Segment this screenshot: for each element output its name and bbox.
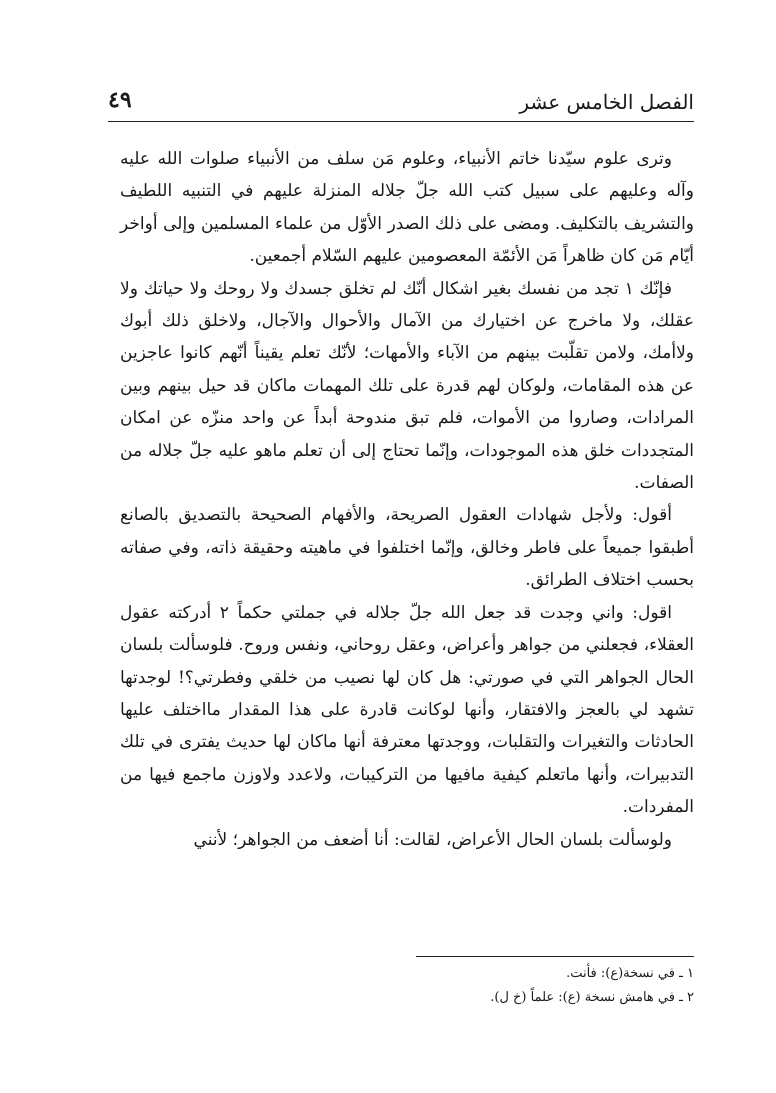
main-text xyxy=(120,143,694,856)
header-divider xyxy=(108,121,694,122)
paragraph: وترى علوم سيّدنا خاتم الأنبياء، وعلوم مَن سلف من الأنبياء صلوات الله عليه وآله وعليهم على سبيل كتب الله جلّ جلاله المنزلة عليهم في التنبيه اللطيف والتشريف بالتكليف. ومضى على ذلك الصدر الأوّل من علماء المسلمين وإلى أواخر أيّام مَن كان ظاهراً مَن الأئمّة المعصومين عليهم السّلام أجمعين. xyxy=(120,149,694,267)
footnote: ١ ـ في نسخة(ع): فأنت. xyxy=(566,966,694,981)
paragraph: أقول: ولأجل شهادات العقول الصريحة، والأفهام الصحيحة بالتصديق بالصانع أطبقوا جميعاً على فاطر وخالق، وإنّما اختلفوا في ماهيته وحقيقة ذاته، وفي صفاته بحسب اختلاف الطرائق. xyxy=(120,505,694,591)
chapter-title: الفصل الخامس عشر xyxy=(519,90,694,114)
paragraph: فإنّك ١ تجد من نفسك بغير اشكال أنّك لم تخلق جسدك ولا روحك ولا حياتك ولا عقلك، ولا ماخرج عن اختيارك من الآمال والأحوال والآجال، ولاخلق ذلك أبوك ولاأمك، ولامن تقلّبت بينهم من الآباء والأمهات؛ لأنّك تعلم يقيناً أنّهم كانوا عاجزين عن هذه المقامات، ولوكان لهم قدرة على تلك المهمات ماكان قد حيل بينهم وبين المرادات، وصاروا من الأموات، فلم تبق مندوحة أبداً عن واحد منزّه عن امكان المتجددات خلق هذه الموجودات، وإنّما تحتاج إلى أن تعلم ماهو عليه جلّ جلاله من الصفات. xyxy=(120,278,694,494)
footnotes xyxy=(300,962,694,1010)
page-number: ٤٩ xyxy=(108,87,132,113)
footnote-divider xyxy=(416,956,694,957)
paragraph: اقول: واني وجدت قد جعل الله جلّ جلاله في جملتي حكماً ٢ أدركته عقول العقلاء، فجعلني من جواهر وأعراض، وعقل روحاني، ونفس وروح. فلوسألت بلسان الحال الجواهر التي في صورتي: هل كان لها نصيب من خلقي وفطرتي؟! لوجدتها تشهد لي بالعجز والافتقار، وأنها لوكانت قادرة على هذا المقدار مااختلف عليها الحادثات والتغيرات والتقلبات، ووجدتها معترفة أنها ماكان لها حديث يفترى في تلك التدبيرات، وأنها ماتعلم كيفية مافيها من التركيبات، ولاعدد ولاوزن ماجمع فيها من المفردات. xyxy=(120,602,694,818)
footnote: ٢ ـ في هامش نسخة (ع): علماً (خ ل). xyxy=(490,990,694,1005)
paragraph: ولوسألت بلسان الحال الأعراض، لقالت: أنا أضعف من الجواهر؛ لأنني xyxy=(193,829,672,850)
page-header xyxy=(108,86,694,118)
